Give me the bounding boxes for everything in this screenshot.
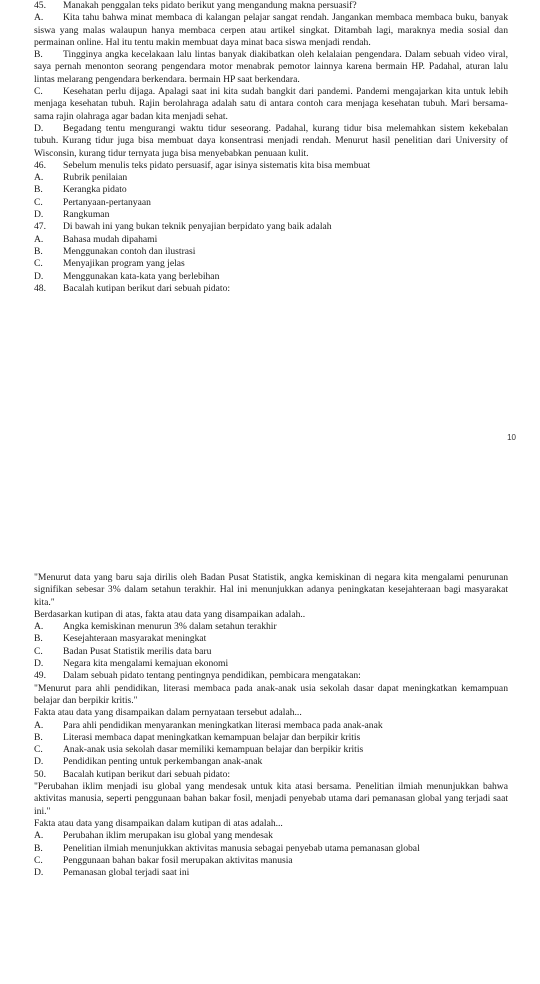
question-text: Manakah penggalan teks pidato berikut yang mengandung makna persuasif? xyxy=(63,0,357,11)
option-c: C. Kesehatan perlu dijaga. Apalagi saat ini kita sudah bangkit dari pandemi. Pandemi mengajarkan kita untuk lebih menjaga kesehatan tubuh. Rajin berolahraga adalah satu di antara contoh cara menjaga kesehatan tubuh. Mari bersama-sama rajin olahraga agar badan kita menjadi sehat. xyxy=(34,86,508,122)
question-text: Bacalah kutipan berikut dari sebuah pidato: xyxy=(63,282,231,294)
option-b: B. Literasi membaca dapat meningkatkan kemampuan belajar dan berpikir kritis xyxy=(34,731,361,743)
question-text: Di bawah ini yang bukan teknik penyajian berpidato yang baik adalah xyxy=(63,221,332,233)
question-number: 49. xyxy=(34,670,46,682)
option-a: A. Perubahan iklim merupakan isu global yang mendesak xyxy=(34,830,273,842)
question-48-prompt: Berdasarkan kutipan di atas, fakta atau data yang disampaikan adalah.. xyxy=(34,608,306,620)
question-number: 46. xyxy=(34,159,46,171)
question-number: 45. xyxy=(34,0,46,11)
page-2-content xyxy=(34,572,508,879)
option-c: C. Badan Pusat Statistik merilis data baru xyxy=(34,645,212,657)
option-d: D. Menggunakan kata-kata yang berlebihan xyxy=(34,270,220,282)
question-48 xyxy=(34,283,508,295)
question-49-quote: "Menurut para ahli pendidikan, literasi membaca pada anak-anak usia sekolah dasar dapat meningkatkan kemampuan belajar dan berpikir kritis." xyxy=(34,682,508,706)
question-48-quote: "Menurut data yang baru saja dirilis oleh Badan Pusat Statistik, angka kemiskinan di negara kita mengalami penurunan signifikan sebesar 3% dalam setahun terakhir. Hal ini menunjukkan adanya peningkatan kesejahteraan bagi masyarakat kita." xyxy=(34,572,508,608)
option-a: A. Angka kemiskinan menurun 3% dalam setahun terakhir xyxy=(34,621,277,633)
option-c: C. Menyajikan program yang jelas xyxy=(34,258,185,270)
question-49-prompt: Fakta atau data yang disampaikan dalam pernyataan tersebut adalah... xyxy=(34,707,302,719)
question-text: Sebelum menulis teks pidato persuasif, agar isinya sistematis kita bisa membuat xyxy=(63,159,371,171)
question-50-prompt: Fakta atau data yang disampaikan dalam kutipan di atas adalah... xyxy=(34,817,283,829)
option-d: D. Negara kita mengalami kemajuan ekonomi xyxy=(34,658,229,670)
option-c: C. Penggunaan bahan bakar fosil merupakan aktivitas manusia xyxy=(34,854,293,866)
option-a: A. Para ahli pendidikan menyarankan meningkatkan literasi membaca pada anak-anak xyxy=(34,719,383,731)
page-1-content xyxy=(34,0,508,295)
page-number: 10 xyxy=(507,433,516,442)
option-c: C. Pertanyaan-pertanyaan xyxy=(34,196,151,208)
option-d: D. Pemanasan global terjadi saat ini xyxy=(34,867,190,879)
question-text: Dalam sebuah pidato tentang pentingnya pendidikan, pembicara mengatakan: xyxy=(63,670,361,682)
option-b: B. Kerangka pidato xyxy=(34,184,127,196)
option-d: D. Begadang tentu mengurangi waktu tidur seseorang. Padahal, kurang tidur bisa melemahkan sistem kekebalan tubuh. Kurang tidur juga bisa membuat daya konsentrasi menjadi rendah. Menurut hasil penelitian dari University of Wisconsin, kurang tidur ternyata juga bisa menyebabkan penuaan kulit. xyxy=(34,122,508,159)
option-a: A. Rubrik penilaian xyxy=(34,172,128,184)
option-a: A. Bahasa mudah dipahami xyxy=(34,233,158,245)
question-number: 50. xyxy=(34,768,46,780)
question-50 xyxy=(34,769,508,781)
question-49 xyxy=(34,670,508,682)
option-b: B. Penelitian ilmiah menunjukkan aktivitas manusia sebagai penyebab utama pemanasan global xyxy=(34,842,420,854)
question-text: Bacalah kutipan berikut dari sebuah pidato: xyxy=(63,768,231,780)
option-b: B. Tingginya angka kecelakaan lalu lintas banyak diakibatkan oleh kelalaian pengendara. Dalam sebuah video viral, saya pernah menonton seorang pengendara motor menabrak pemotor lainnya karena bermain HP. Padahal, aturan lalu lintas melarang pengendara berkendara. bermain HP saat berkendara. xyxy=(34,49,508,85)
question-47 xyxy=(34,221,508,233)
question-number: 47. xyxy=(34,221,46,233)
question-50-quote: "Perubahan iklim menjadi isu global yang mendesak untuk kita atasi bersama. Penelitian ilmiah menunjukkan bahwa aktivitas manusia, seperti penggunaan bahan bakar fosil, menjadi penyebab utama dari pemanasan global yang terjadi saat ini." xyxy=(34,781,508,817)
question-number: 48. xyxy=(34,282,46,294)
question-45 xyxy=(34,0,508,12)
option-c: C. Anak-anak usia sekolah dasar memiliki kemampuan belajar dan berpikir kritis xyxy=(34,744,364,756)
question-46 xyxy=(34,160,508,172)
option-d: D. Rangkuman xyxy=(34,209,110,221)
option-b: B. Menggunakan contoh dan ilustrasi xyxy=(34,245,196,257)
option-b: B. Kesejahteraan masyarakat meningkat xyxy=(34,633,207,645)
option-d: D. Pendidikan penting untuk perkembangan anak-anak xyxy=(34,756,263,768)
option-a: A. Kita tahu bahwa minat membaca di kalangan pelajar sangat rendah. Jangankan membaca membaca buku, banyak siswa yang malas walaupun hanya membaca cerpen atau artikel singkat. Ditambah lagi, maraknya media sosial dan permainan online. Hal itu tentu makin membuat daya minat baca siswa menjadi rendah. xyxy=(34,12,508,48)
